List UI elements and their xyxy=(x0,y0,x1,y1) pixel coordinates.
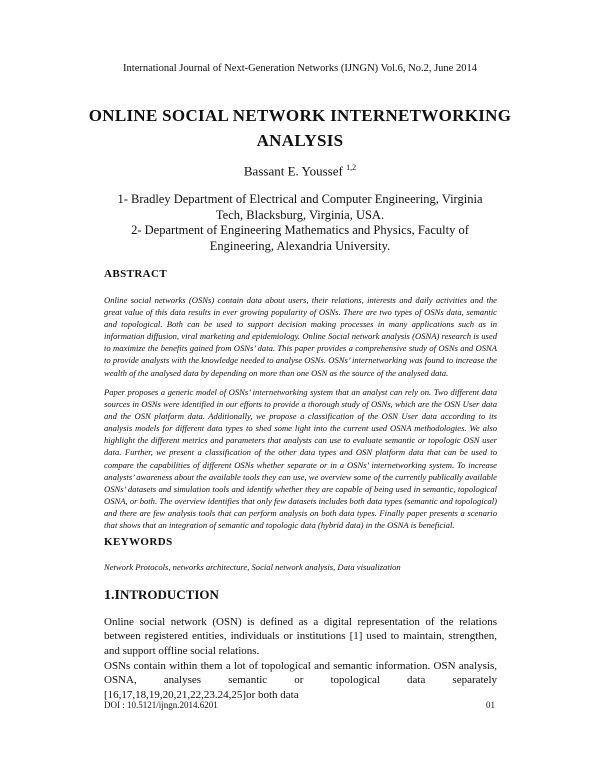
paper-title-line-1: ONLINE SOCIAL NETWORK INTERNETWORKING xyxy=(88,106,512,125)
abstract-heading: ABSTRACT xyxy=(104,268,168,280)
journal-header: International Journal of Next-Generation Networks (IJNGN) Vol.6, No.2, June 2014 xyxy=(123,63,477,74)
introduction-paragraph-2: OSNs contain within them a lot of topological and semantic information. OSN analysis, OSNA, analyses semantic or topological data separately [16,17,18,19,20,21,22,23.24,25]or both data xyxy=(104,660,497,701)
section-heading-initial: I xyxy=(114,588,120,603)
affiliation-2: 2- Department of Engineering Mathematics and Physics, Faculty of Engineering, Alexandria University. xyxy=(131,223,469,253)
abstract-paragraph-1: Online social networks (OSNs) contain data about users, their relations, interests and daily activities and the great value of this data results in ever growing popularity of OSNs. There are two types of OSNs data, semantic and topological. Both can be used to support decision making processes in many applications such as in information diffusion, viral marketing and epidemiology. Online Social network analysis (OSNA) research is used to maximize the benefits gained from OSNs’ data. This paper provides a comprehensive study of OSNs and OSNA to provide analysts with the knowledge needed to analyse OSNs. OSNs’ internetworking was found to increase the wealth of the analysed data by depending on more than one OSN as the source of the analysed data. xyxy=(104,295,497,378)
paper-title xyxy=(60,103,540,153)
author-superscript: 1,2 xyxy=(346,163,357,172)
paper-title-line-2: ANALYSIS xyxy=(256,131,344,150)
footer-page-number: 01 xyxy=(486,700,495,710)
footer-doi: DOI : 10.5121/ijngn.2014.6201 xyxy=(104,700,218,710)
affiliation-1: 1- Bradley Department of Electrical and Computer Engineering, Virginia Tech, Blacksburg, Virginia, USA. xyxy=(117,192,483,222)
section-number: 1. xyxy=(104,588,115,603)
keywords-text: Network Protocols, networks architecture, Social network analysis, Data visualization xyxy=(104,562,401,572)
introduction-heading xyxy=(104,587,219,604)
abstract-paragraph-2: Paper proposes a generic model of OSNs’ internetworking system that an analyst can rely on. Two different data sources in OSNs were identified in our efforts to provide a thorough study of OSNs, which are the OSN User data and the OSN platform data. Additionally, we propose a classification of the OSN User data according to its analysis models for different data types to shed some light into the current used OSNA methodologies. We also highlight the different metrics and parameters that analysts can use to evaluate semantic or topologic OSN user data. Further, we present a classification of the other data types and OSN platform data that can be used to compare the capabilities of different OSNs whether separate or in a OSNs’ internetworking system. To increase analysts’ awareness about the available tools they can use, we overview some of the currently publically available OSNs’ datasets and simulation tools and identify whether they are capable of being used in semantic, topological OSNA, or both. The overview identifies that only few datasets includes both data types (semantic and topological) and there are few analysis tools that can perform analysis on both data types. Finally paper presents a scenario that shows that an integration of semantic and topologic data (hybrid data) in the OSNA is beneficial. xyxy=(104,387,497,531)
keywords-heading: KEYWORDS xyxy=(104,536,173,548)
section-heading-rest: NTRODUCTION xyxy=(119,587,219,602)
introduction-paragraph-1: Online social network (OSN) is defined as a digital representation of the relations between registered entities, individuals or institutions [1] used to maintain, strengthen, and support offline social relations. xyxy=(104,616,497,657)
author xyxy=(0,163,600,179)
author-name: Bassant E. Youssef xyxy=(243,163,343,179)
